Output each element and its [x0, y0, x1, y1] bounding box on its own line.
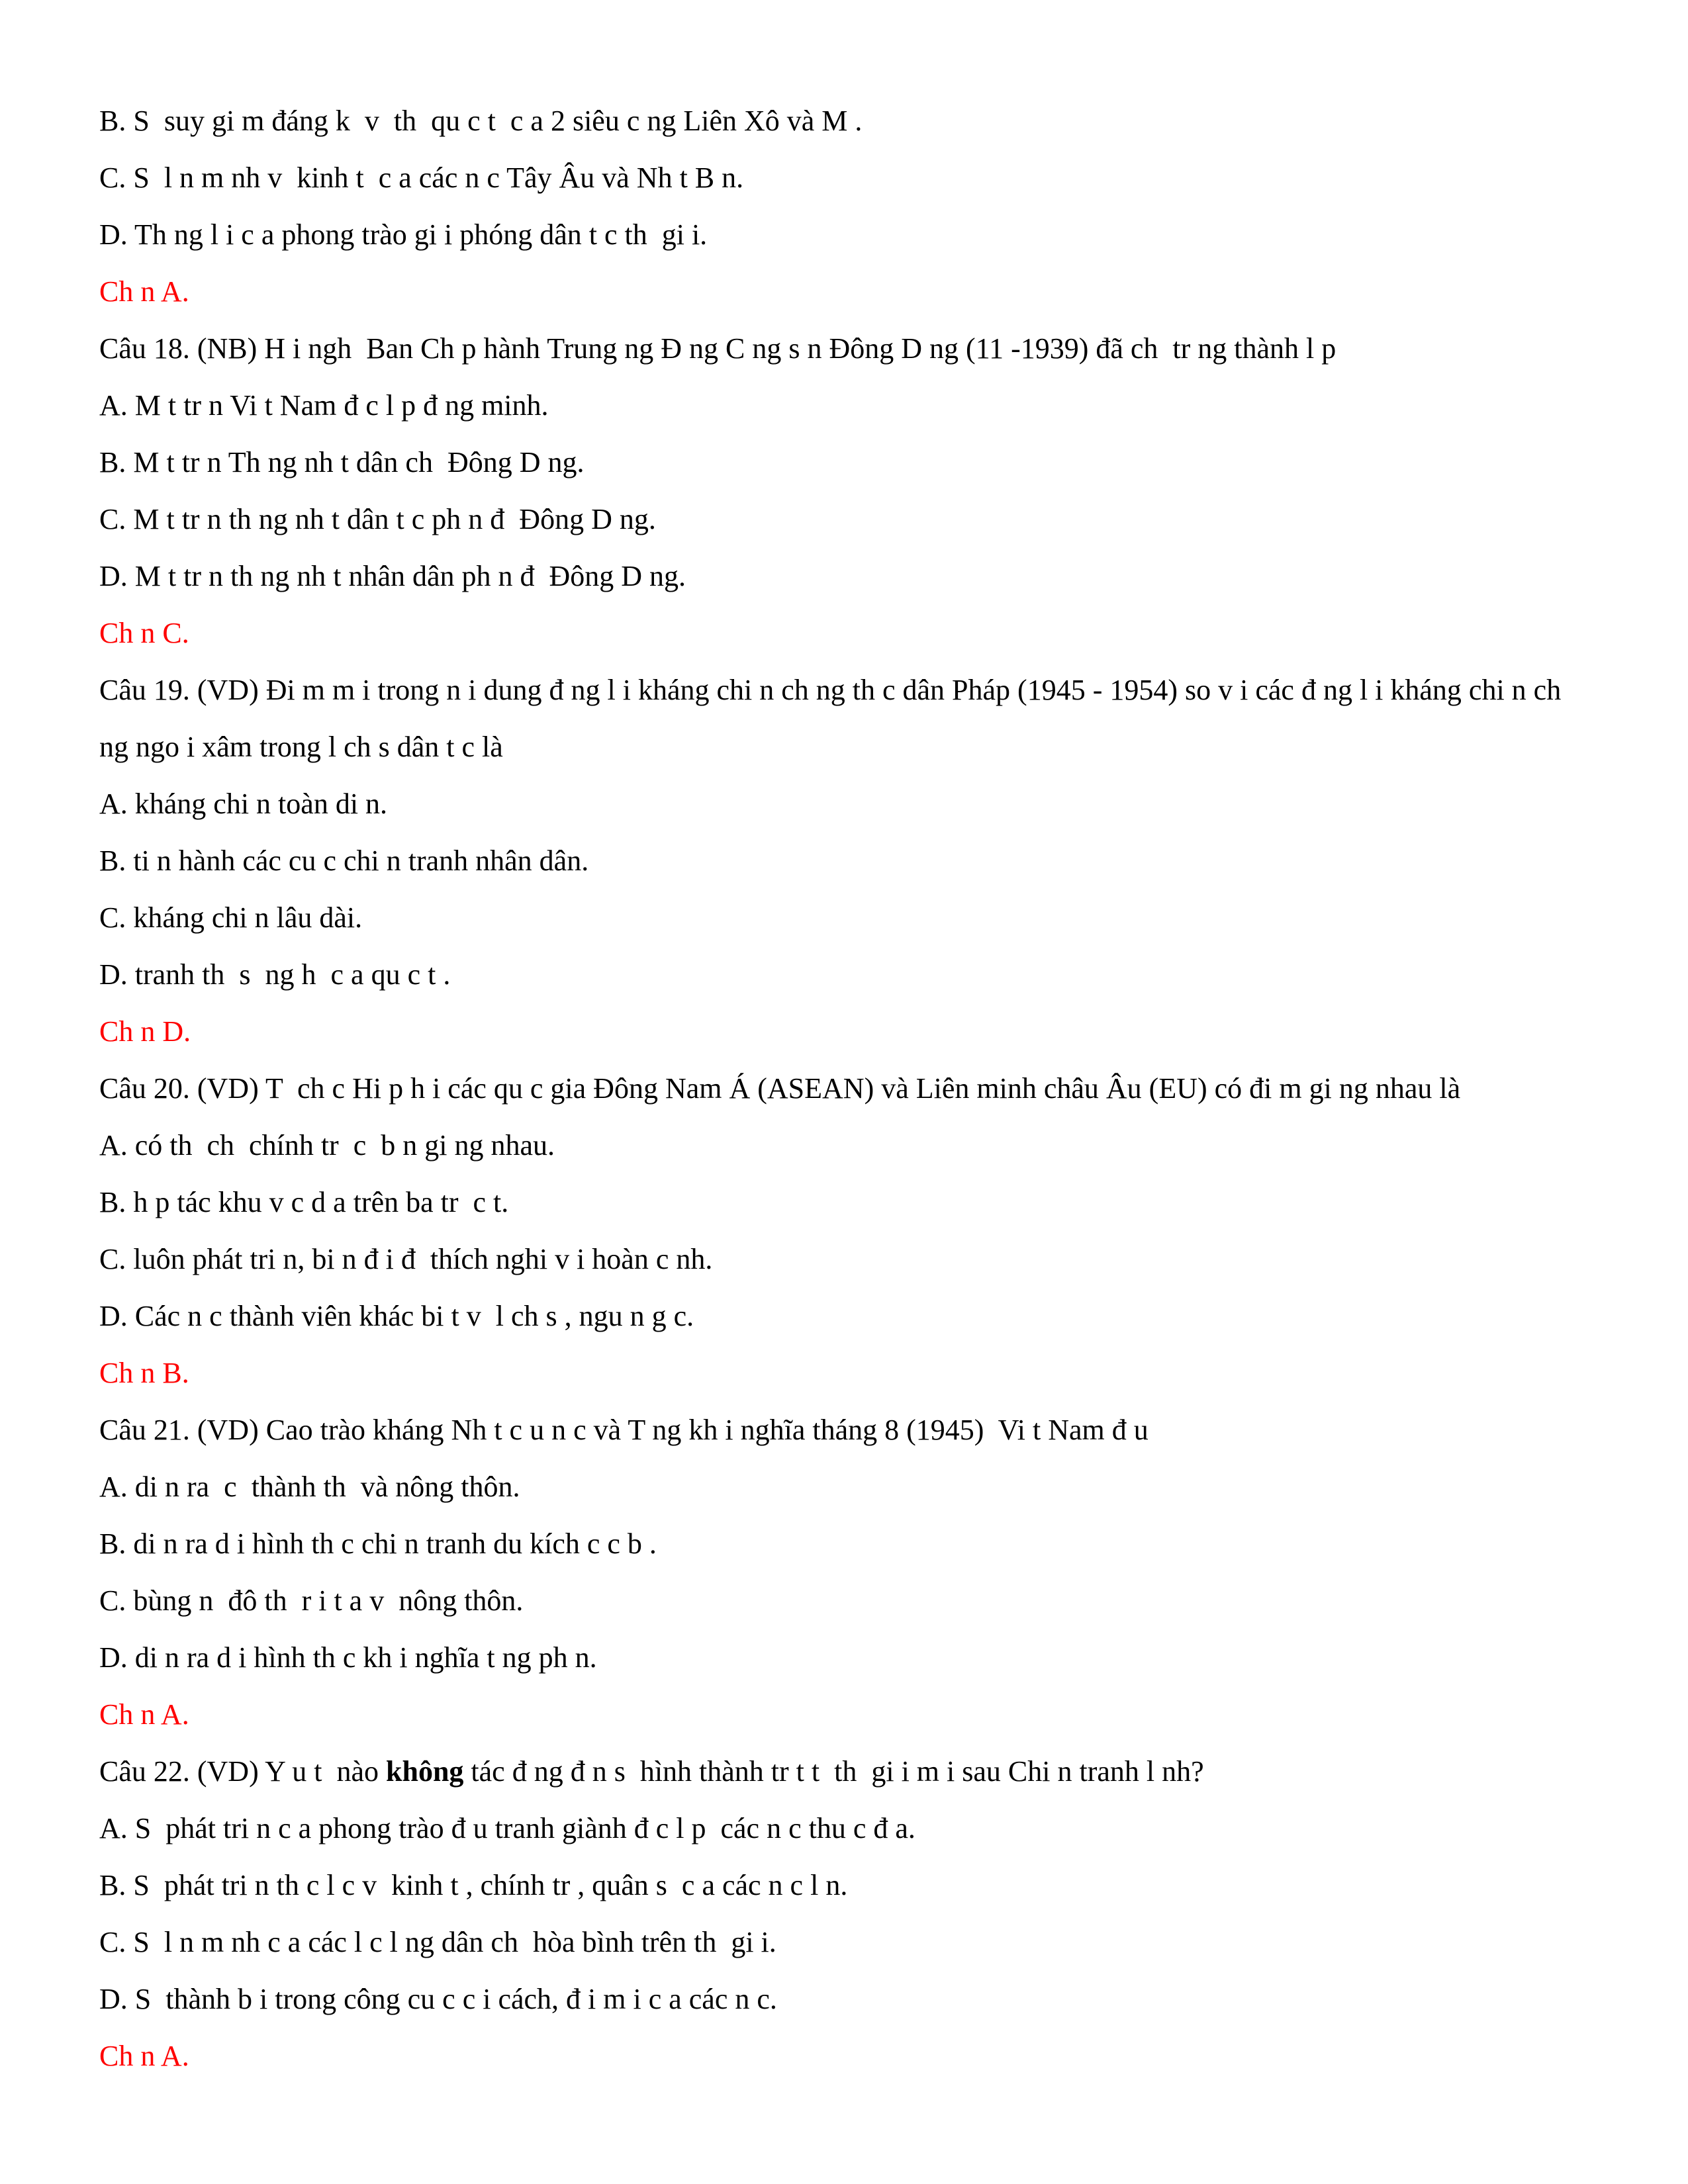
answer-line: Ch n A.	[99, 275, 189, 308]
question-text-before: Câu 22. (VD) Y u t nào	[99, 1755, 386, 1788]
option-line: D. Các n c thành viên khác bi t v l ch s , ngu n g c.	[99, 1300, 694, 1332]
option-line: B. di n ra d i hình th c chi n tranh du kích c c b .	[99, 1527, 657, 1560]
option-line: A. kháng chi n toàn di n.	[99, 788, 388, 820]
question-text-after: tác đ ng đ n s hình thành tr t t th gi i m i sau Chi n tranh l nh?	[463, 1755, 1204, 1788]
option-line: A. di n ra c thành th và nông thôn.	[99, 1471, 520, 1503]
option-line: C. kháng chi n lâu dài.	[99, 901, 363, 934]
question-line	[99, 1743, 1595, 1800]
answer-line: Ch n A.	[99, 1698, 189, 1731]
option-line: C. S l n m nh v kinh t c a các n c Tây Âu và Nh t B n.	[99, 161, 744, 194]
option-line: B. S suy gi m đáng k v th qu c t c a 2 siêu c ng Liên Xô và M .	[99, 105, 863, 137]
option-line: C. S l n m nh c a các l c l ng dân ch hòa bình trên th gi i.	[99, 1926, 776, 1958]
question-line: Câu 19. (VD) Đi m m i trong n i dung đ ng l i kháng chi n ch ng th c dân Pháp (1945 - 1954) so v i các đ ng l i kháng chi n ch ng ngo i xâm trong l ch s dân t c là	[99, 674, 1562, 763]
option-line: A. S phát tri n c a phong trào đ u tranh giành đ c l p các n c thu c đ a.	[99, 1812, 915, 1844]
option-line: D. tranh th s ng h c a qu c t .	[99, 958, 451, 991]
option-line: C. bùng n đô th r i t a v nông thôn.	[99, 1584, 524, 1617]
option-line: B. M t tr n Th ng nh t dân ch Đông D ng.	[99, 446, 585, 478]
option-line: C. M t tr n th ng nh t dân t c ph n đ Đông D ng.	[99, 503, 656, 535]
answer-line: Ch n B.	[99, 1357, 189, 1389]
option-line: C. luôn phát tri n, bi n đ i đ thích nghi v i hoàn c nh.	[99, 1243, 713, 1275]
document-page	[99, 93, 1595, 2085]
option-line: A. M t tr n Vi t Nam đ c l p đ ng minh.	[99, 389, 549, 422]
option-line: D. Th ng l i c a phong trào gi i phóng dân t c th gi i.	[99, 218, 708, 251]
question-bold-word: không	[386, 1755, 464, 1788]
answer-line: Ch n C.	[99, 617, 189, 649]
option-line: B. S phát tri n th c l c v kinh t , chính tr , quân s c a các n c l n.	[99, 1869, 848, 1901]
question-line: Câu 21. (VD) Cao trào kháng Nh t c u n c và T ng kh i nghĩa tháng 8 (1945) Vi t Nam đ u	[99, 1414, 1149, 1446]
option-line: D. di n ra d i hình th c kh i nghĩa t ng ph n.	[99, 1641, 597, 1674]
answer-line: Ch n A.	[99, 2040, 189, 2072]
option-line: B. ti n hành các cu c chi n tranh nhân dân.	[99, 844, 589, 877]
question-line: Câu 18. (NB) H i ngh Ban Ch p hành Trung ng Đ ng C ng s n Đông D ng (11 -1939) đã ch tr ng thành l p	[99, 332, 1336, 365]
answer-line: Ch n D.	[99, 1015, 191, 1048]
question-line: Câu 20. (VD) T ch c Hi p h i các qu c gia Đông Nam Á (ASEAN) và Liên minh châu Âu (EU) có đi m gi ng nhau là	[99, 1072, 1461, 1105]
option-line: D. M t tr n th ng nh t nhân dân ph n đ Đông D ng.	[99, 560, 686, 592]
option-line: B. h p tác khu v c d a trên ba tr c t.	[99, 1186, 509, 1218]
option-line: A. có th ch chính tr c b n gi ng nhau.	[99, 1129, 555, 1161]
option-line: D. S thành b i trong công cu c c i cách, đ i m i c a các n c.	[99, 1983, 777, 2015]
